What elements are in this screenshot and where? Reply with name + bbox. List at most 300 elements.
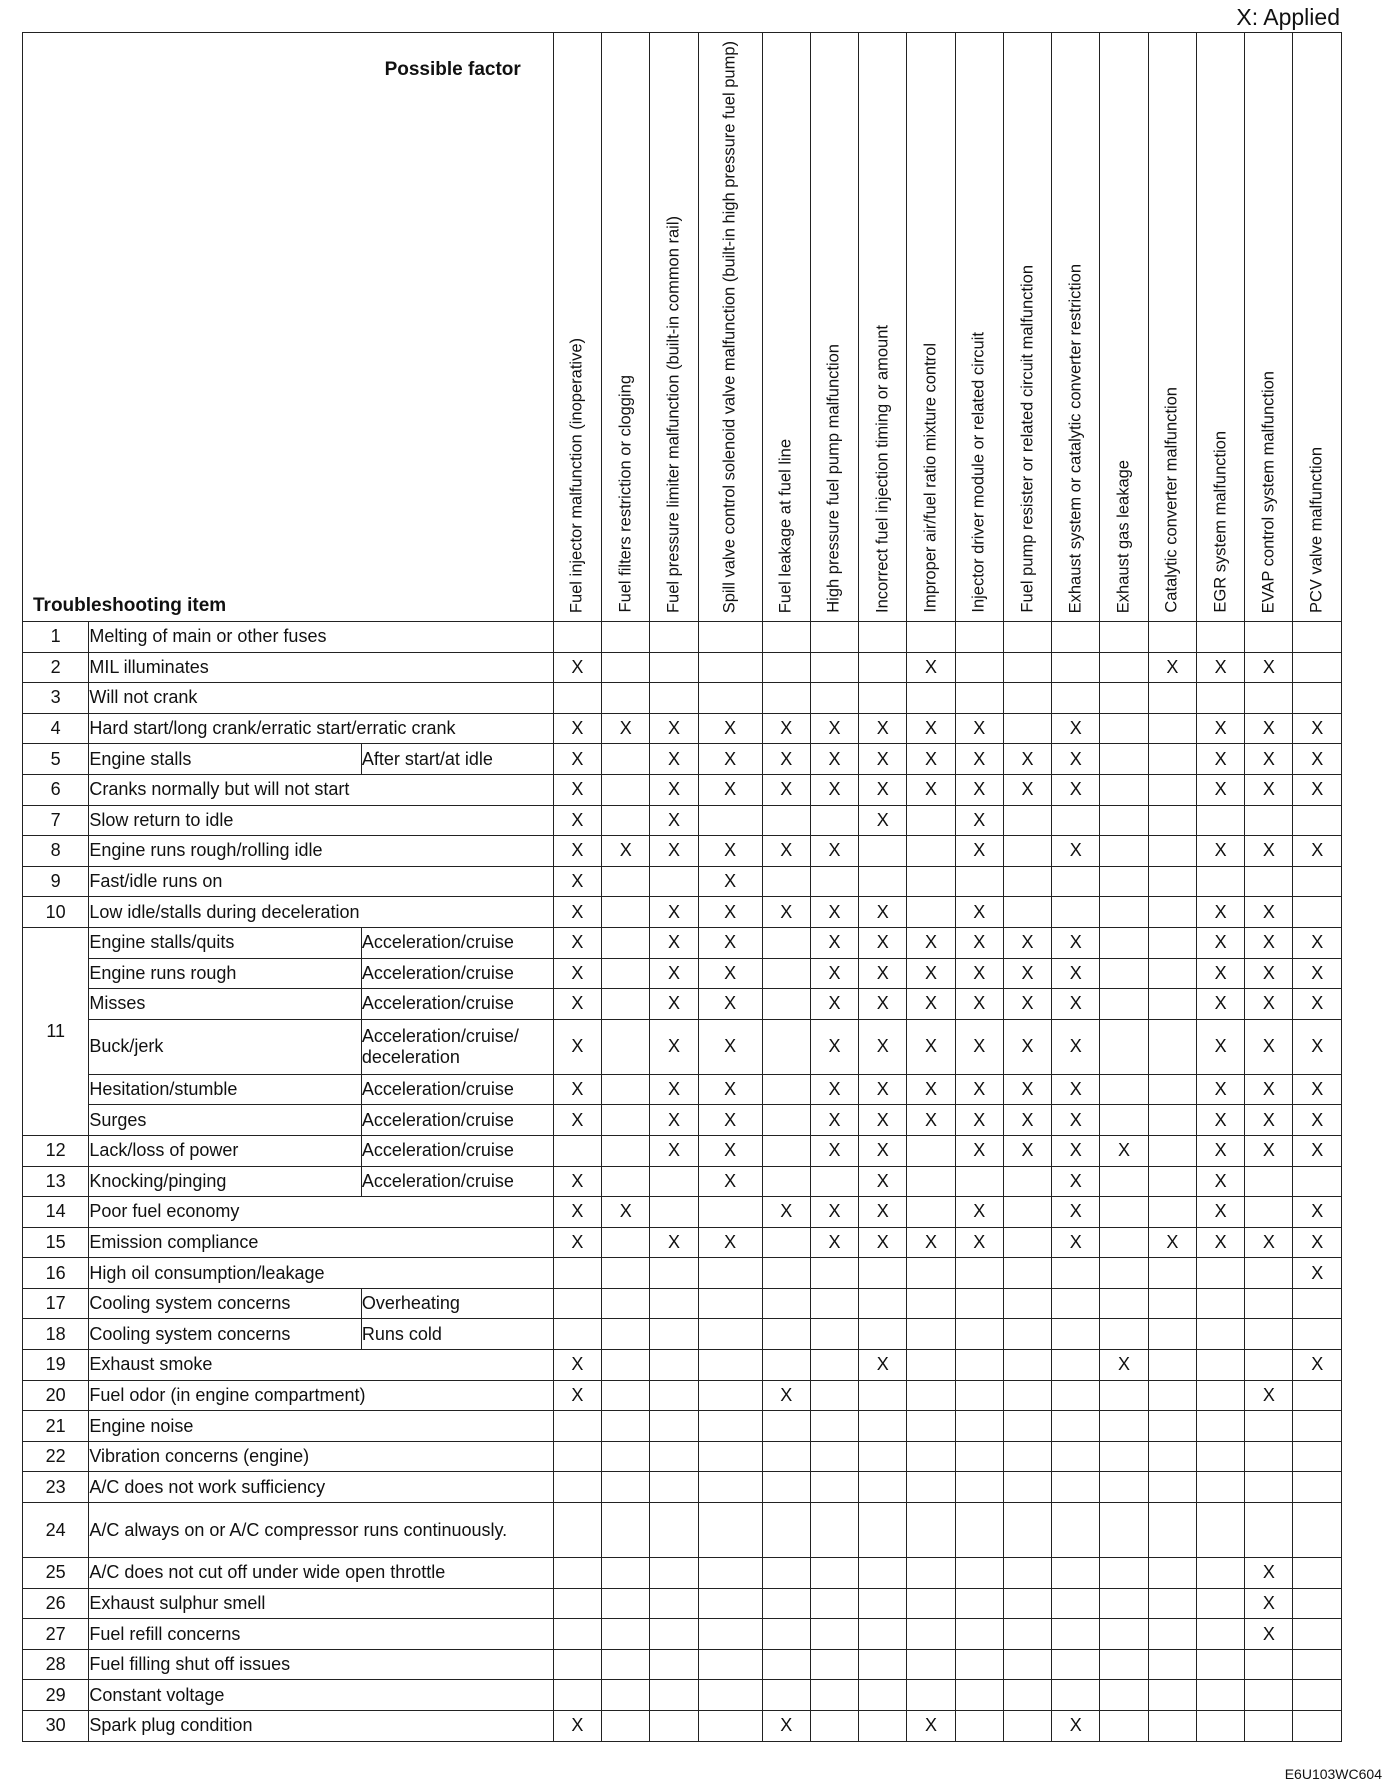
table-row	[23, 1135, 1342, 1166]
matrix-cell	[650, 1441, 698, 1472]
row-number: 18	[23, 1319, 89, 1350]
factor-label: Fuel injector malfunction (inoperative)	[567, 337, 586, 613]
applied-mark: X	[1214, 1109, 1227, 1130]
applied-mark: X	[1311, 718, 1324, 739]
troubleshooting-matrix	[22, 32, 1342, 1742]
matrix-cell	[1293, 1558, 1342, 1589]
matrix-cell	[859, 1288, 907, 1319]
matrix-cell	[859, 713, 907, 744]
matrix-cell	[762, 989, 810, 1020]
applied-mark: X	[667, 993, 680, 1014]
row-item: A/C does not work sufficiency	[89, 1472, 553, 1503]
matrix-cell	[810, 1711, 858, 1742]
matrix-cell	[650, 1074, 698, 1105]
matrix-cell	[650, 1711, 698, 1742]
matrix-cell	[698, 1680, 762, 1711]
matrix-cell	[650, 1680, 698, 1711]
matrix-cell	[698, 1135, 762, 1166]
applied-mark: X	[973, 840, 986, 861]
matrix-cell	[1293, 1588, 1342, 1619]
row-item: Exhaust sulphur smell	[89, 1588, 553, 1619]
table-row	[23, 774, 1342, 805]
applied-mark: X	[1214, 1079, 1227, 1100]
matrix-cell	[859, 1105, 907, 1136]
applied-mark: X	[973, 901, 986, 922]
matrix-cell	[1003, 958, 1051, 989]
matrix-cell	[698, 652, 762, 683]
matrix-cell	[1196, 1350, 1244, 1381]
applied-mark: X	[876, 1354, 889, 1375]
matrix-cell	[1148, 1350, 1196, 1381]
matrix-cell	[810, 1411, 858, 1442]
applied-mark: X	[1262, 840, 1275, 861]
applied-mark: X	[724, 871, 737, 892]
matrix-cell	[698, 1019, 762, 1074]
matrix-cell	[1293, 1166, 1342, 1197]
table-row	[23, 1503, 1342, 1558]
applied-mark: X	[973, 779, 986, 800]
row-item: Engine noise	[89, 1411, 553, 1442]
matrix-cell	[907, 1558, 955, 1589]
matrix-cell	[810, 1472, 858, 1503]
table-row	[23, 1166, 1342, 1197]
applied-mark: X	[1262, 1109, 1275, 1130]
matrix-cell	[1245, 1166, 1293, 1197]
matrix-cell	[698, 744, 762, 775]
applied-mark: X	[1262, 656, 1275, 677]
applied-mark: X	[571, 871, 584, 892]
applied-mark: X	[1262, 1079, 1275, 1100]
matrix-cell	[1148, 866, 1196, 897]
factor-header	[698, 33, 762, 622]
matrix-cell	[810, 836, 858, 867]
factor-label: Exhaust gas leakage	[1114, 459, 1133, 613]
matrix-cell	[859, 1380, 907, 1411]
applied-mark: X	[1214, 1231, 1227, 1252]
matrix-cell	[955, 927, 1003, 958]
applied-mark: X	[667, 962, 680, 983]
applied-mark: X	[571, 1384, 584, 1405]
matrix-cell	[553, 683, 601, 714]
applied-mark: X	[571, 901, 584, 922]
matrix-cell	[762, 1380, 810, 1411]
applied-mark: X	[924, 1079, 937, 1100]
matrix-cell	[553, 805, 601, 836]
matrix-cell	[1245, 989, 1293, 1020]
matrix-cell	[1052, 1258, 1100, 1289]
applied-mark: X	[667, 840, 680, 861]
matrix-cell	[553, 1135, 601, 1166]
matrix-cell	[907, 1258, 955, 1289]
applied-mark: X	[1214, 993, 1227, 1014]
matrix-cell	[1100, 1619, 1148, 1650]
matrix-cell	[602, 1227, 650, 1258]
applied-mark: X	[1214, 1140, 1227, 1161]
matrix-cell	[1003, 774, 1051, 805]
matrix-cell	[1148, 989, 1196, 1020]
matrix-cell	[762, 1197, 810, 1228]
matrix-cell	[1293, 1019, 1342, 1074]
matrix-cell	[698, 1619, 762, 1650]
applied-mark: X	[667, 748, 680, 769]
matrix-cell	[859, 1588, 907, 1619]
applied-mark: X	[571, 1715, 584, 1736]
applied-mark: X	[1311, 993, 1324, 1014]
applied-mark: X	[1069, 748, 1082, 769]
table-row	[23, 1711, 1342, 1742]
matrix-cell	[762, 836, 810, 867]
matrix-cell	[1100, 866, 1148, 897]
applied-mark: X	[828, 993, 841, 1014]
matrix-cell	[1100, 1135, 1148, 1166]
matrix-cell	[1245, 927, 1293, 958]
matrix-cell	[1100, 989, 1148, 1020]
matrix-cell	[1003, 1019, 1051, 1074]
matrix-cell	[602, 1380, 650, 1411]
matrix-cell	[1293, 744, 1342, 775]
applied-mark: X	[1069, 779, 1082, 800]
matrix-cell	[553, 1019, 601, 1074]
matrix-cell	[1196, 1411, 1244, 1442]
row-number: 8	[23, 836, 89, 867]
matrix-cell	[1100, 713, 1148, 744]
matrix-cell	[859, 897, 907, 928]
matrix-cell	[1148, 1649, 1196, 1680]
applied-mark: X	[876, 901, 889, 922]
matrix-cell	[1052, 1558, 1100, 1589]
factor-label: Fuel filters restriction or clogging	[616, 375, 635, 613]
row-number: 13	[23, 1166, 89, 1197]
corner-header	[23, 33, 554, 622]
matrix-cell	[907, 622, 955, 653]
factor-label: Improper air/fuel ratio mixture control	[921, 343, 940, 613]
applied-mark: X	[1262, 1623, 1275, 1644]
applied-mark: X	[1021, 1140, 1034, 1161]
row-number: 23	[23, 1472, 89, 1503]
matrix-cell	[553, 1350, 601, 1381]
matrix-cell	[602, 1558, 650, 1589]
matrix-cell	[1003, 897, 1051, 928]
table-row	[23, 927, 1342, 958]
factor-label: Catalytic converter malfunction	[1162, 387, 1181, 613]
matrix-cell	[1052, 774, 1100, 805]
matrix-cell	[1003, 1166, 1051, 1197]
matrix-cell	[553, 1619, 601, 1650]
applied-mark: X	[876, 748, 889, 769]
applied-mark: X	[1069, 1231, 1082, 1252]
matrix-cell	[762, 866, 810, 897]
figure-code: E6U103WC604	[1284, 1766, 1382, 1782]
matrix-cell	[1003, 927, 1051, 958]
matrix-cell	[955, 1680, 1003, 1711]
matrix-cell	[1196, 1197, 1244, 1228]
matrix-cell	[553, 1258, 601, 1289]
factor-label: EVAP control system malfunction	[1259, 370, 1278, 613]
row-item: Fuel refill concerns	[89, 1619, 553, 1650]
matrix-cell	[1196, 836, 1244, 867]
matrix-cell	[955, 1105, 1003, 1136]
matrix-cell	[698, 1197, 762, 1228]
matrix-cell	[859, 1503, 907, 1558]
matrix-cell	[602, 866, 650, 897]
table-row	[23, 652, 1342, 683]
applied-mark: X	[828, 1109, 841, 1130]
matrix-cell	[1100, 1258, 1148, 1289]
matrix-cell	[762, 958, 810, 989]
matrix-cell	[1293, 958, 1342, 989]
matrix-cell	[907, 652, 955, 683]
matrix-cell	[1100, 1503, 1148, 1558]
matrix-cell	[1148, 1711, 1196, 1742]
matrix-cell	[1196, 1105, 1244, 1136]
matrix-cell	[955, 774, 1003, 805]
matrix-cell	[762, 805, 810, 836]
matrix-cell	[1245, 866, 1293, 897]
matrix-cell	[1293, 1319, 1342, 1350]
matrix-cell	[859, 1350, 907, 1381]
matrix-cell	[650, 1619, 698, 1650]
matrix-cell	[810, 1288, 858, 1319]
applied-mark: X	[619, 840, 632, 861]
matrix-cell	[602, 1074, 650, 1105]
matrix-cell	[1003, 744, 1051, 775]
matrix-cell	[1148, 1619, 1196, 1650]
applied-mark: X	[973, 1109, 986, 1130]
applied-mark: X	[571, 809, 584, 830]
matrix-cell	[1100, 1350, 1148, 1381]
matrix-cell	[1245, 1680, 1293, 1711]
matrix-cell	[602, 622, 650, 653]
matrix-cell	[1148, 1166, 1196, 1197]
matrix-cell	[1293, 1197, 1342, 1228]
applied-mark: X	[1214, 840, 1227, 861]
matrix-cell	[698, 1380, 762, 1411]
applied-mark: X	[1214, 779, 1227, 800]
matrix-cell	[907, 683, 955, 714]
matrix-cell	[1052, 1135, 1100, 1166]
applied-mark: X	[828, 1201, 841, 1222]
matrix-cell	[602, 1288, 650, 1319]
applied-mark: X	[667, 901, 680, 922]
applied-mark: X	[828, 748, 841, 769]
row-item: Emission compliance	[89, 1227, 553, 1258]
applied-mark: X	[724, 1140, 737, 1161]
matrix-cell	[955, 866, 1003, 897]
matrix-cell	[1196, 1711, 1244, 1742]
table-row	[23, 1472, 1342, 1503]
applied-mark: X	[876, 1201, 889, 1222]
matrix-cell	[955, 1166, 1003, 1197]
applied-mark: X	[571, 779, 584, 800]
factor-label: Incorrect fuel injection timing or amount	[873, 325, 892, 613]
matrix-cell	[650, 1472, 698, 1503]
row-number: 15	[23, 1227, 89, 1258]
matrix-cell	[1196, 652, 1244, 683]
matrix-cell	[907, 836, 955, 867]
applied-mark: X	[1118, 1140, 1131, 1161]
matrix-cell	[1100, 1197, 1148, 1228]
applied-mark: X	[973, 962, 986, 983]
matrix-cell	[1245, 805, 1293, 836]
matrix-cell	[810, 744, 858, 775]
applied-mark: X	[1069, 1079, 1082, 1100]
matrix-cell	[553, 774, 601, 805]
matrix-cell	[1100, 958, 1148, 989]
applied-mark: X	[1214, 1170, 1227, 1191]
applied-mark: X	[571, 962, 584, 983]
applied-mark: X	[924, 1231, 937, 1252]
matrix-cell	[1148, 958, 1196, 989]
matrix-cell	[553, 622, 601, 653]
row-item: Engine stalls/quits	[89, 927, 362, 958]
applied-mark: X	[1262, 962, 1275, 983]
matrix-cell	[553, 836, 601, 867]
matrix-cell	[650, 1019, 698, 1074]
matrix-cell	[1148, 1503, 1196, 1558]
row-item: Melting of main or other fuses	[89, 622, 553, 653]
table-row	[23, 1258, 1342, 1289]
matrix-cell	[698, 866, 762, 897]
matrix-cell	[602, 1619, 650, 1650]
table-row	[23, 713, 1342, 744]
matrix-cell	[1052, 1197, 1100, 1228]
factor-label: Spill valve control solenoid valve malfunction (built-in high pressure fuel pump)	[720, 40, 739, 613]
matrix-cell	[1245, 1411, 1293, 1442]
matrix-cell	[907, 1288, 955, 1319]
matrix-cell	[553, 1472, 601, 1503]
matrix-cell	[1245, 1135, 1293, 1166]
matrix-cell	[955, 1135, 1003, 1166]
applied-mark: X	[724, 1170, 737, 1191]
matrix-cell	[1148, 1135, 1196, 1166]
matrix-cell	[955, 1619, 1003, 1650]
matrix-cell	[602, 744, 650, 775]
matrix-cell	[907, 1350, 955, 1381]
matrix-cell	[553, 1558, 601, 1589]
applied-mark: X	[571, 1109, 584, 1130]
row-number: 24	[23, 1503, 89, 1558]
matrix-cell	[1052, 1227, 1100, 1258]
matrix-cell	[1003, 1503, 1051, 1558]
matrix-cell	[810, 774, 858, 805]
table-row	[23, 622, 1342, 653]
matrix-cell	[602, 1411, 650, 1442]
matrix-cell	[1148, 683, 1196, 714]
applied-mark: X	[571, 1231, 584, 1252]
matrix-cell	[762, 1319, 810, 1350]
row-condition: Acceleration/cruise	[361, 1135, 553, 1166]
matrix-cell	[859, 836, 907, 867]
matrix-cell	[553, 1588, 601, 1619]
applied-mark: X	[1069, 993, 1082, 1014]
applied-mark: X	[876, 962, 889, 983]
applied-mark: X	[667, 1079, 680, 1100]
matrix-cell	[810, 1227, 858, 1258]
matrix-cell	[1148, 1105, 1196, 1136]
matrix-cell	[698, 897, 762, 928]
matrix-cell	[762, 897, 810, 928]
matrix-cell	[1003, 866, 1051, 897]
applied-mark: X	[1214, 718, 1227, 739]
row-number: 17	[23, 1288, 89, 1319]
row-number: 29	[23, 1680, 89, 1711]
matrix-cell	[859, 1166, 907, 1197]
matrix-cell	[1245, 958, 1293, 989]
applied-mark: X	[571, 718, 584, 739]
matrix-cell	[698, 683, 762, 714]
row-condition: Acceleration/cruise	[361, 927, 553, 958]
row-item: Fuel odor (in engine compartment)	[89, 1380, 553, 1411]
matrix-cell	[1003, 622, 1051, 653]
matrix-cell	[602, 1588, 650, 1619]
matrix-cell	[650, 683, 698, 714]
matrix-cell	[1052, 652, 1100, 683]
matrix-cell	[1293, 1135, 1342, 1166]
matrix-cell	[1196, 1588, 1244, 1619]
row-item: Low idle/stalls during deceleration	[89, 897, 553, 928]
matrix-cell	[810, 989, 858, 1020]
applied-mark: X	[876, 1231, 889, 1252]
matrix-cell	[650, 1350, 698, 1381]
matrix-cell	[1100, 683, 1148, 714]
matrix-cell	[1052, 836, 1100, 867]
applied-mark: X	[571, 932, 584, 953]
applied-mark: X	[667, 1109, 680, 1130]
matrix-cell	[810, 652, 858, 683]
applied-mark: X	[1166, 656, 1179, 677]
matrix-cell	[1003, 683, 1051, 714]
matrix-cell	[1003, 1227, 1051, 1258]
matrix-cell	[1148, 1319, 1196, 1350]
table-row	[23, 1350, 1342, 1381]
row-number: 21	[23, 1411, 89, 1442]
matrix-cell	[1293, 683, 1342, 714]
applied-mark: X	[571, 840, 584, 861]
applied-mark: X	[1311, 932, 1324, 953]
matrix-cell	[907, 1411, 955, 1442]
matrix-cell	[955, 1350, 1003, 1381]
matrix-cell	[1196, 1503, 1244, 1558]
factor-header	[859, 33, 907, 622]
matrix-cell	[1003, 1135, 1051, 1166]
matrix-cell	[1245, 1074, 1293, 1105]
matrix-cell	[1245, 744, 1293, 775]
matrix-cell	[859, 652, 907, 683]
matrix-cell	[1196, 1558, 1244, 1589]
applied-mark: X	[1262, 993, 1275, 1014]
applied-mark: X	[1311, 1140, 1324, 1161]
applied-mark: X	[828, 932, 841, 953]
matrix-cell	[859, 1472, 907, 1503]
matrix-cell	[762, 1166, 810, 1197]
applied-mark: X	[1311, 1231, 1324, 1252]
table-row	[23, 1019, 1342, 1074]
applied-mark: X	[724, 901, 737, 922]
matrix-cell	[602, 1711, 650, 1742]
matrix-cell	[907, 1503, 955, 1558]
applied-mark: X	[1311, 748, 1324, 769]
matrix-cell	[1196, 897, 1244, 928]
matrix-cell	[553, 1441, 601, 1472]
matrix-cell	[810, 1380, 858, 1411]
applied-mark: X	[724, 748, 737, 769]
matrix-cell	[810, 713, 858, 744]
row-condition: Runs cold	[361, 1319, 553, 1350]
matrix-cell	[602, 1472, 650, 1503]
matrix-cell	[1003, 1197, 1051, 1228]
applied-mark: X	[1069, 962, 1082, 983]
row-item: A/C does not cut off under wide open throttle	[89, 1558, 553, 1589]
